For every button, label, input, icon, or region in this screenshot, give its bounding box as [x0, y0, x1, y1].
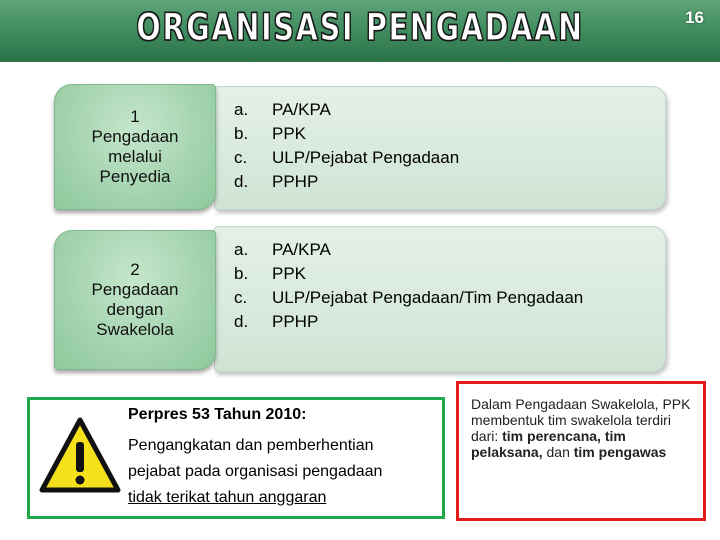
- role-item: [234, 286, 662, 310]
- header-banner: [0, 0, 720, 62]
- warning-text-line: pejabat pada organisasi pengadaan: [128, 463, 383, 480]
- warning-text-line: Pengangkatan dan pemberhentian: [128, 437, 374, 454]
- category-number: 1: [130, 107, 140, 126]
- role-item: [234, 310, 662, 334]
- category-label-line: melalui: [108, 147, 162, 166]
- note-text: Dalam Pengadaan Swakelola, PPK membentuk tim swakelola terdiri dari:: [471, 396, 691, 444]
- role-item: [234, 98, 662, 122]
- page-number: 16: [685, 8, 704, 27]
- category-number: 2: [130, 260, 140, 279]
- swakelola-note-box: [456, 381, 706, 521]
- role-letter: d.: [234, 172, 249, 191]
- role-item: [234, 262, 662, 286]
- category-label-line: Pengadaan: [91, 127, 179, 146]
- role-item: [234, 238, 662, 262]
- role-letter: c.: [234, 288, 248, 307]
- role-letter: a.: [234, 100, 249, 119]
- category-label-line: dengan: [106, 300, 164, 319]
- role-item: [234, 146, 662, 170]
- warning-box: [27, 397, 445, 519]
- role-text: PPHP: [272, 172, 319, 191]
- category-box-swakelola: [54, 230, 216, 370]
- role-letter: b.: [234, 124, 249, 143]
- role-text: PA/KPA: [272, 240, 331, 259]
- role-text: PPK: [272, 264, 307, 283]
- role-text: ULP/Pejabat Pengadaan: [272, 148, 460, 167]
- warning-text-line: tidak terikat tahun anggaran: [128, 489, 327, 506]
- warning-triangle-icon: [38, 416, 122, 496]
- note-bold-text: tim pengawas: [573, 444, 667, 460]
- role-text: PPHP: [272, 312, 319, 331]
- role-list-penyedia: [234, 98, 662, 194]
- role-letter: c.: [234, 148, 248, 167]
- category-label-line: Swakelola: [96, 320, 174, 339]
- role-letter: b.: [234, 264, 249, 283]
- note-text: dan: [542, 444, 574, 460]
- role-text: PA/KPA: [272, 100, 331, 119]
- category-label-line: Pengadaan: [91, 280, 179, 299]
- role-item: [234, 122, 662, 146]
- category-label-line: Penyedia: [99, 167, 171, 186]
- warning-title: Perpres 53 Tahun 2010:: [128, 406, 307, 423]
- role-item: [234, 170, 662, 194]
- note-bold-text: tim perencana, tim pelaksana,: [471, 428, 626, 460]
- role-letter: a.: [234, 240, 249, 259]
- category-box-penyedia: [54, 84, 216, 210]
- page-title: ORGANISASI PENGADAAN: [136, 6, 584, 49]
- role-letter: d.: [234, 312, 249, 331]
- role-text: PPK: [272, 124, 307, 143]
- role-list-swakelola: [234, 238, 662, 334]
- role-text: ULP/Pejabat Pengadaan/Tim Pengadaan: [272, 288, 584, 307]
